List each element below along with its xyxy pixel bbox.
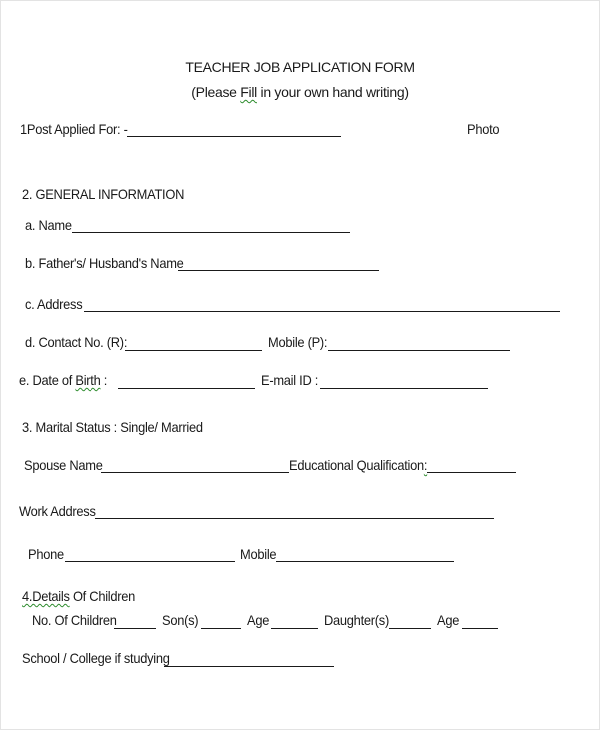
no-of-children-field[interactable] — [114, 628, 156, 629]
daughters-field[interactable] — [389, 628, 431, 629]
school-college-label: School / College if studying — [22, 650, 170, 666]
sons-field[interactable] — [201, 628, 241, 629]
contact-label: d. Contact No. (R): — [25, 334, 128, 350]
qualification-label: Educational Qualification: — [289, 457, 428, 473]
mobile-field[interactable] — [276, 561, 454, 562]
school-college-field[interactable] — [164, 666, 334, 667]
daughters-age-label: Age — [437, 612, 460, 628]
spellcheck-mark: : — [423, 457, 428, 473]
father-husband-label: b. Father's/ Husband's Name — [25, 255, 184, 271]
name-label: a. Name — [25, 217, 72, 233]
spouse-name-field[interactable] — [101, 472, 289, 473]
spouse-name-label: Spouse Name — [24, 457, 103, 473]
children-heading: 4.Details Of Children — [22, 588, 136, 604]
dob-field[interactable] — [118, 388, 255, 389]
qualification-field[interactable] — [427, 472, 516, 473]
mobile-label: Mobile — [240, 546, 277, 562]
mobile-p-label: Mobile (P): — [268, 334, 328, 350]
email-label: E-mail ID : — [261, 372, 319, 388]
form-subtitle: (Please Fill in your own hand writing) — [191, 84, 409, 100]
phone-field[interactable] — [65, 561, 235, 562]
phone-label: Phone — [28, 546, 64, 562]
work-address-field[interactable] — [95, 518, 494, 519]
daughters-age-field[interactable] — [462, 628, 498, 629]
mobile-p-field[interactable] — [328, 350, 510, 351]
spellcheck-mark: Fill — [240, 84, 257, 100]
email-field[interactable] — [320, 388, 488, 389]
father-husband-field[interactable] — [178, 270, 379, 271]
post-applied-field[interactable] — [127, 136, 341, 137]
address-field[interactable] — [84, 311, 560, 312]
daughters-label: Daughter(s) — [324, 612, 389, 628]
marital-status-label: 3. Marital Status : Single/ Married — [22, 419, 203, 435]
sons-age-label: Age — [247, 612, 270, 628]
spellcheck-mark: Birth — [75, 372, 101, 388]
contact-field[interactable] — [125, 350, 262, 351]
dob-label: e. Date of Birth : — [19, 372, 108, 388]
address-label: c. Address — [25, 296, 83, 312]
work-address-label: Work Address — [19, 503, 96, 519]
form-title: TEACHER JOB APPLICATION FORM — [185, 59, 415, 75]
name-field[interactable] — [72, 232, 350, 233]
sons-label: Son(s) — [162, 612, 199, 628]
spellcheck-mark: 4.Details — [22, 588, 70, 604]
post-applied-label: 1Post Applied For: - — [20, 121, 128, 137]
no-of-children-label: No. Of Children — [32, 612, 117, 628]
general-info-heading: 2. GENERAL INFORMATION — [22, 186, 185, 202]
sons-age-field[interactable] — [271, 628, 318, 629]
photo-label: Photo — [467, 121, 500, 137]
